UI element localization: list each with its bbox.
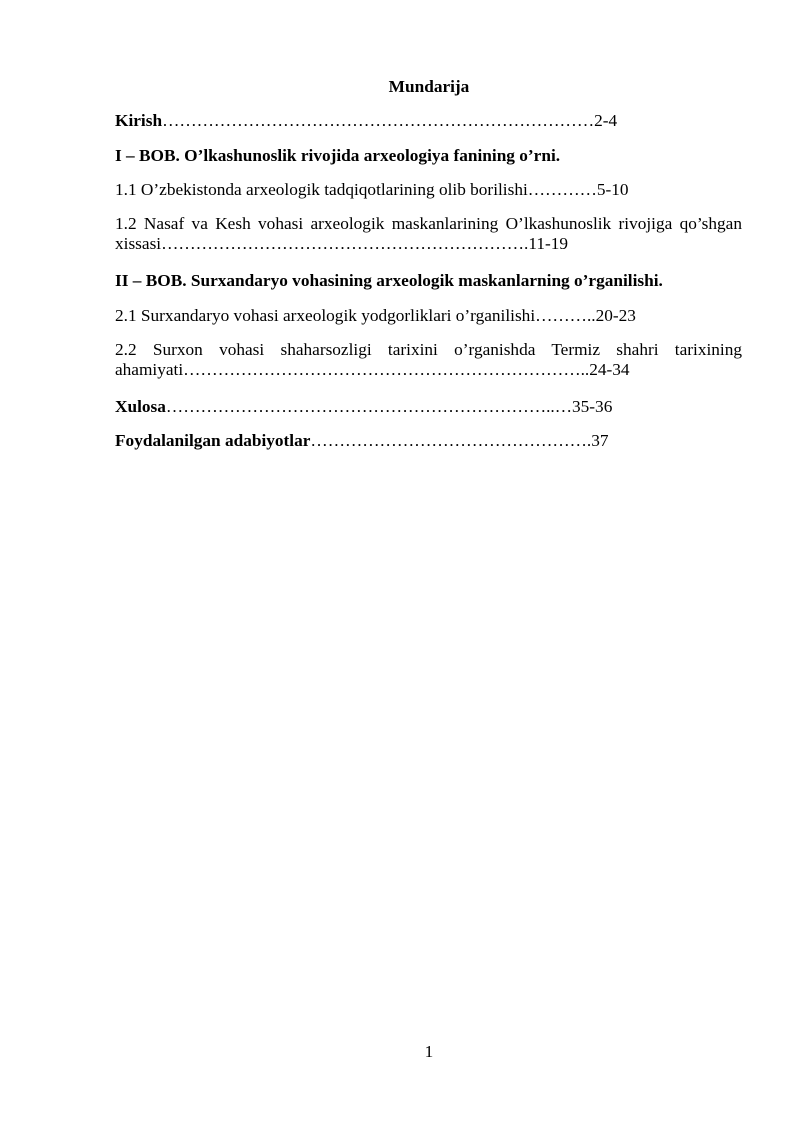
toc-section-2-2: 2.2 Surxon vohasi shaharsozligi tarixini o’rganishda Termiz shahri tarixining ahamiyati……………………………………………………………..24-34 bbox=[115, 340, 742, 379]
toc-entry-leader: …………………………………………………………..…35-36 bbox=[165, 397, 613, 416]
page-title: Mundarija bbox=[388, 77, 470, 96]
toc-entry-kirish bbox=[115, 111, 742, 131]
toc-entry-foydalanilgan-adabiyotlar bbox=[115, 431, 742, 451]
toc-section-2-1: 2.1 Surxandaryo vohasi arxeologik yodgorliklari o’rganilishi………..20-23 bbox=[115, 306, 636, 325]
toc-section-1-2: 1.2 Nasaf va Kesh vohasi arxeologik maskanlarining O’lkashunoslik rivojiga qo’shgan xissasi……………………………………………………….11-19 bbox=[115, 214, 742, 253]
toc-entry-leader: …………………………………………………………………2-4 bbox=[162, 111, 618, 130]
toc-entry-leader: ………………………………………….37 bbox=[310, 431, 609, 450]
toc-entry-label: Foydalanilgan adabiyotlar bbox=[115, 431, 311, 450]
toc-entry-label: Kirish bbox=[115, 111, 163, 130]
page-number: 1 bbox=[424, 1042, 434, 1061]
toc-entry-label: Xulosa bbox=[115, 397, 166, 416]
toc-section-1-1: 1.1 O’zbekistonda arxeologik tadqiqotlarining olib borilishi…………5-10 bbox=[115, 180, 629, 199]
toc-entry-xulosa bbox=[115, 397, 742, 417]
toc-chapter-2-heading: II – BOB. Surxandaryo vohasining arxeologik maskanlarning o’rganilishi. bbox=[115, 271, 663, 290]
toc-chapter-1-heading: I – BOB. O’lkashunoslik rivojida arxeologiya fanining o’rni. bbox=[115, 146, 561, 165]
